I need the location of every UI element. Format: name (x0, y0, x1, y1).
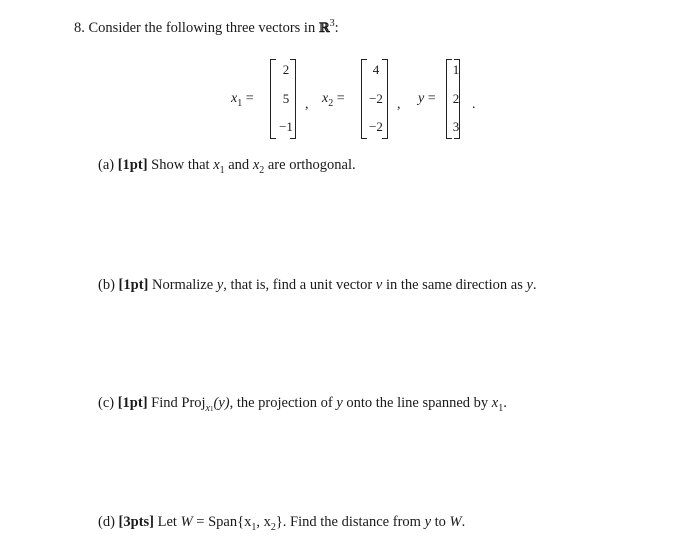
projection-operator: Proj (181, 395, 206, 411)
vector-x1-entry: 2 (282, 62, 290, 77)
vector-x2-right-bracket (382, 59, 388, 139)
vector-x1-entry: 5 (282, 91, 290, 106)
vector-y-right-bracket (454, 59, 460, 139)
part-a: (a) [1pt] Show that $x_1$ and $x_2$ are orthogonal. (98, 157, 356, 176)
problem-heading (74, 19, 339, 38)
part-b: (b) [1pt] Normalize y, that is, find a unit vector v in the same direction as y. (98, 277, 537, 293)
vector-x2-label: $x_2$ = (322, 91, 345, 109)
vector-y-entry: 2 (452, 91, 460, 106)
vector-x1-right-bracket (290, 59, 296, 139)
problem-number: 8. (74, 20, 85, 36)
real-space-exponent: 3 (329, 18, 335, 30)
separator: . (472, 97, 476, 112)
part-b-points: [1pt] (118, 277, 149, 293)
real-space-symbol: ℝ (318, 21, 330, 36)
part-a-label: (a) (98, 157, 115, 173)
part-b-label: (b) (98, 277, 115, 293)
vector-y-entry: 3 (452, 119, 460, 134)
part-d: (d) [3pts] Let $W = Span\{x_1$, $x_2$}. Find the distance from y to W. (98, 514, 466, 533)
intro-colon: : (334, 20, 339, 36)
problem-intro: Consider the following three vectors in (88, 20, 316, 36)
separator: , (397, 97, 401, 112)
part-c: (c) [1pt] Find Proj$_{x1}$(y), the projection of y onto the line spanned by $x_1$. (98, 395, 507, 414)
separator: , (305, 97, 309, 112)
part-c-label: (c) (98, 395, 115, 411)
part-d-label: (d) (98, 514, 115, 530)
part-a-points: [1pt] (117, 157, 148, 173)
vector-x2-entry: 4 (372, 62, 380, 77)
vector-x2-entry: −2 (369, 91, 383, 106)
part-c-points: [1pt] (117, 395, 148, 411)
vector-y-label: y = (418, 91, 436, 106)
span-expression: Span{x (208, 514, 252, 530)
vector-x1-entry: −1 (279, 119, 293, 134)
vector-definitions (0, 55, 674, 147)
vector-x2-entry: −2 (369, 119, 383, 134)
vector-y-entry: 1 (452, 62, 460, 77)
part-d-points: [3pts] (118, 514, 154, 530)
vector-x1-label: $x_1$ = (231, 91, 254, 109)
